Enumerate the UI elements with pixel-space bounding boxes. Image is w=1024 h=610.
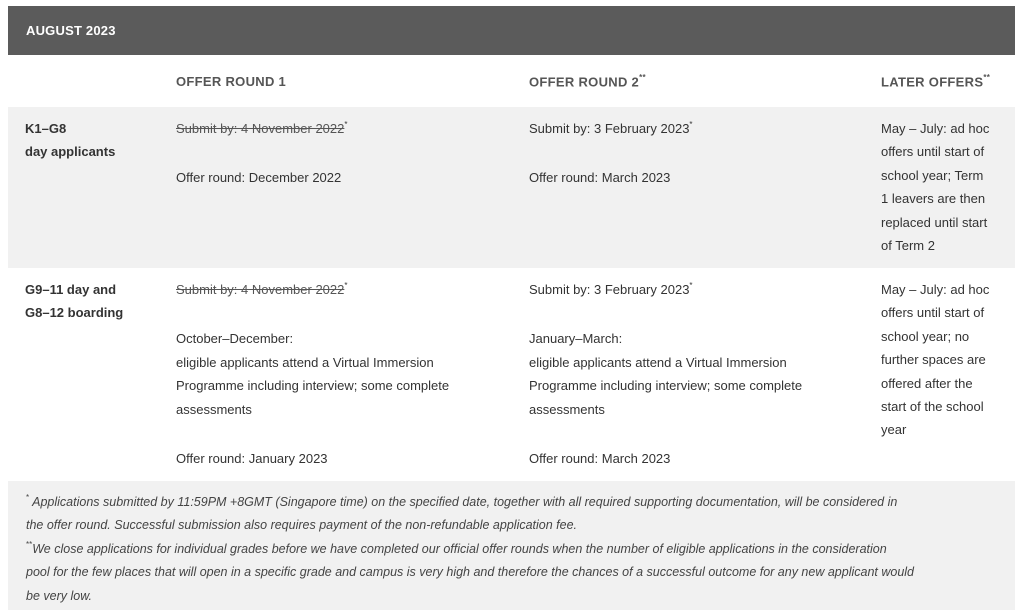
detail-line: assessments <box>529 401 605 417</box>
footnote-marker: * <box>344 280 348 290</box>
row-label-line: day applicants <box>25 144 116 160</box>
column-header-round2 <box>529 74 646 89</box>
row-label-line: K1–G8 <box>25 121 67 136</box>
round2-cell <box>529 117 693 190</box>
later-offers-line: May – July: ad hoc <box>881 282 990 297</box>
later-offers-line: May – July: ad hoc <box>881 121 990 136</box>
footnote-marker: * <box>689 119 693 129</box>
row-label-line: G8–12 boarding <box>25 305 124 321</box>
period-label: January–March: <box>529 331 623 347</box>
later-offers-line: further spaces are <box>881 352 986 368</box>
round1-cell <box>176 117 348 190</box>
later-offers-line: school year; Term <box>881 167 984 183</box>
table-title: AUGUST 2023 <box>26 23 116 38</box>
column-header-later <box>881 74 990 89</box>
round2-cell <box>529 278 802 470</box>
column-header-round2-label: OFFER ROUND 2 <box>529 74 640 90</box>
round1-cell <box>176 278 449 470</box>
detail-line: Programme including interview; some complete <box>529 378 803 394</box>
row-label <box>25 117 115 164</box>
offer-round-date: Offer round: March 2023 <box>529 451 671 467</box>
detail-line: eligible applicants attend a Virtual Immersion <box>529 354 787 370</box>
later-offers-cell <box>881 278 989 442</box>
later-offers-line: offered after the <box>881 375 973 391</box>
table-title-bar <box>8 6 1015 55</box>
detail-line: Programme including interview; some complete <box>176 378 450 394</box>
footnote-marker: * <box>26 492 30 502</box>
footnote-text: We close applications for individual grades before we have completed our official offer rounds when the number of eligible applications in the consideration <box>32 541 887 556</box>
column-header-later-label: LATER OFFERS <box>881 74 984 90</box>
later-offers-line: start of the school <box>881 399 984 415</box>
footnote-text: Applications submitted by 11:59PM +8GMT (Singapore time) on the specified date, together with all required supporting documentation, will be considered in <box>29 495 898 509</box>
period-label: October–December: <box>176 331 294 347</box>
later-offers-cell <box>881 117 989 257</box>
submit-date: Submit by: 3 February 2023 <box>529 121 690 136</box>
footnote-text: pool for the few places that will open in a specific grade and campus is very high and therefore the chances of a successful outcome for any new applicant would <box>26 565 915 580</box>
later-offers-line: replaced until start <box>881 214 988 230</box>
row-label <box>25 278 123 325</box>
offer-round-date: Offer round: December 2022 <box>176 170 342 186</box>
footnote-text: the offer round. Successful submission also requires payment of the non-refundable application fee. <box>26 518 578 533</box>
later-offers-line: year <box>881 422 907 438</box>
offer-round-date: Offer round: January 2023 <box>176 451 328 467</box>
footnote-marker: * <box>344 119 348 129</box>
column-header-round1 <box>176 74 286 89</box>
table-row <box>8 107 1015 268</box>
submit-date: Submit by: 3 February 2023 <box>529 282 690 297</box>
column-header-round1-label: OFFER ROUND 1 <box>176 74 287 89</box>
detail-line: assessments <box>176 401 252 417</box>
detail-line: eligible applicants attend a Virtual Immersion <box>176 354 434 370</box>
footnote-text: be very low. <box>26 588 93 603</box>
later-offers-line: offers until start of <box>881 305 985 321</box>
offer-round-date: Offer round: March 2023 <box>529 170 671 186</box>
table-row <box>8 268 1015 479</box>
later-offers-line: 1 leavers are then <box>881 191 986 207</box>
submit-date-struck: Submit by: 4 November 2022 <box>176 282 345 297</box>
footnote-marker: ** <box>983 73 991 82</box>
row-label-line: G9–11 day and <box>25 282 117 297</box>
footnote-marker: ** <box>639 73 646 82</box>
footnote-marker: * <box>689 280 693 290</box>
footnote-marker: ** <box>26 539 33 549</box>
later-offers-line: offers until start of <box>881 144 985 160</box>
later-offers-line: school year; no <box>881 328 970 344</box>
submit-date-struck: Submit by: 4 November 2022 <box>176 121 345 136</box>
footnotes <box>8 481 1015 610</box>
later-offers-line: of Term 2 <box>881 238 935 254</box>
